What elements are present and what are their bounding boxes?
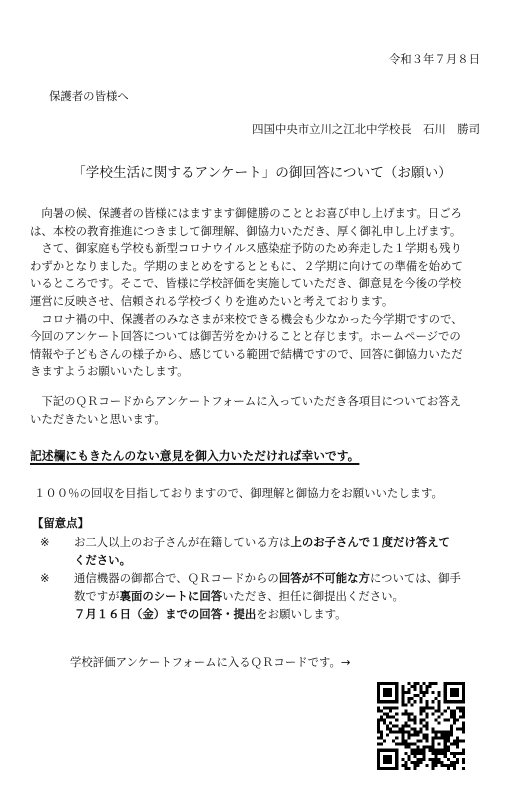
emphasis-line: 記述欄にもきたんのない意見を御入力いただければ幸いです。	[30, 449, 360, 463]
document-date: 令和３年７月８日	[388, 52, 480, 66]
paragraph-line: いるところです。そこで、皆様に学校評価を実施していただき、御意見を今後の学校	[30, 276, 462, 291]
paragraph-line: 向暑の候、保護者の皆様にはますます御健勝のこととお喜び申し上げます。日ごろ	[30, 206, 462, 220]
note-bold-text: 上のお子さんで１度だけ答えて	[290, 535, 450, 549]
paragraph-line: 運営に反映させ、信頼される学校づくりを進めたいと考えております。	[30, 293, 394, 308]
qr-caption: 学校評価アンケートフォームに入るＱＲコードです。→	[70, 655, 351, 669]
note-text: お二人以上のお子さんが在籍している方は	[74, 535, 291, 549]
notes-heading: 【留意点】	[32, 516, 89, 530]
deadline-line	[74, 606, 347, 622]
qr-code-icon[interactable]	[374, 679, 468, 773]
paragraph-line: 下記のＱＲコードからアンケートフォームに入っていただき各項目についてお答え	[30, 394, 462, 408]
thanks-line: １００％の回収を目指しておりますので、御理解と御協力をお願いいたします。	[34, 486, 443, 500]
note-text: については、御手	[369, 571, 461, 585]
note-text: いただき、担任に御提出ください。	[222, 588, 404, 603]
sender-name: 四国中央市立川之江北中学校長 石川 勝司	[252, 122, 480, 136]
paragraph-line: さて、御家庭も学校も新型コロナウイルス感染症予防のため奔走した１学期も残り	[30, 241, 462, 256]
addressee: 保護者の皆様へ	[49, 89, 129, 103]
note-bold-text: 回答が不可能な方	[278, 571, 370, 585]
note-text: 数ですが	[74, 588, 120, 603]
note-mark: ※	[40, 571, 50, 585]
deadline-text: をお願いします。	[256, 607, 347, 621]
document-title: 「学校生活に関するアンケート」の御回答について（お願い）	[72, 165, 452, 181]
paragraph-line: は、本校の教育推進につきまして御理解、御協力いただき、厚く御礼申し上げます。	[30, 223, 462, 238]
body-paragraph-2	[30, 393, 500, 428]
note-mark: ※	[40, 535, 50, 549]
paragraph-line: いただきたいと思います。	[30, 411, 166, 426]
paragraph-line: わずかとなりました。学期のまとめをするとともに、２学期に向けての準備を始めて	[30, 258, 463, 273]
body-paragraph-1	[30, 205, 500, 381]
paragraph-line: 今回のアンケート回答については御苦労をかけることと存じます。ホームページでの	[30, 329, 461, 344]
qr-code-graphic	[374, 679, 468, 773]
note-bold-text: 裏面のシートに回答	[119, 588, 223, 603]
note-bold-text: ください。	[74, 552, 131, 567]
paragraph-line: 情報や子どもさんの様子から、感じている範囲で結構ですので、回答に御協力いただ	[30, 346, 463, 361]
deadline-text: ７月１６日（金）までの回答・	[74, 607, 234, 621]
paragraph-line: コロナ禍の中、保護者のみなさまが来校できる機会も少なかった今学期ですので、	[30, 311, 463, 326]
note-text: 通信機器の御都合で、ＱＲコードからの	[74, 571, 279, 585]
paragraph-line: きますようお願いいたします。	[30, 364, 189, 379]
deadline-bold-text: 提出	[233, 607, 257, 621]
